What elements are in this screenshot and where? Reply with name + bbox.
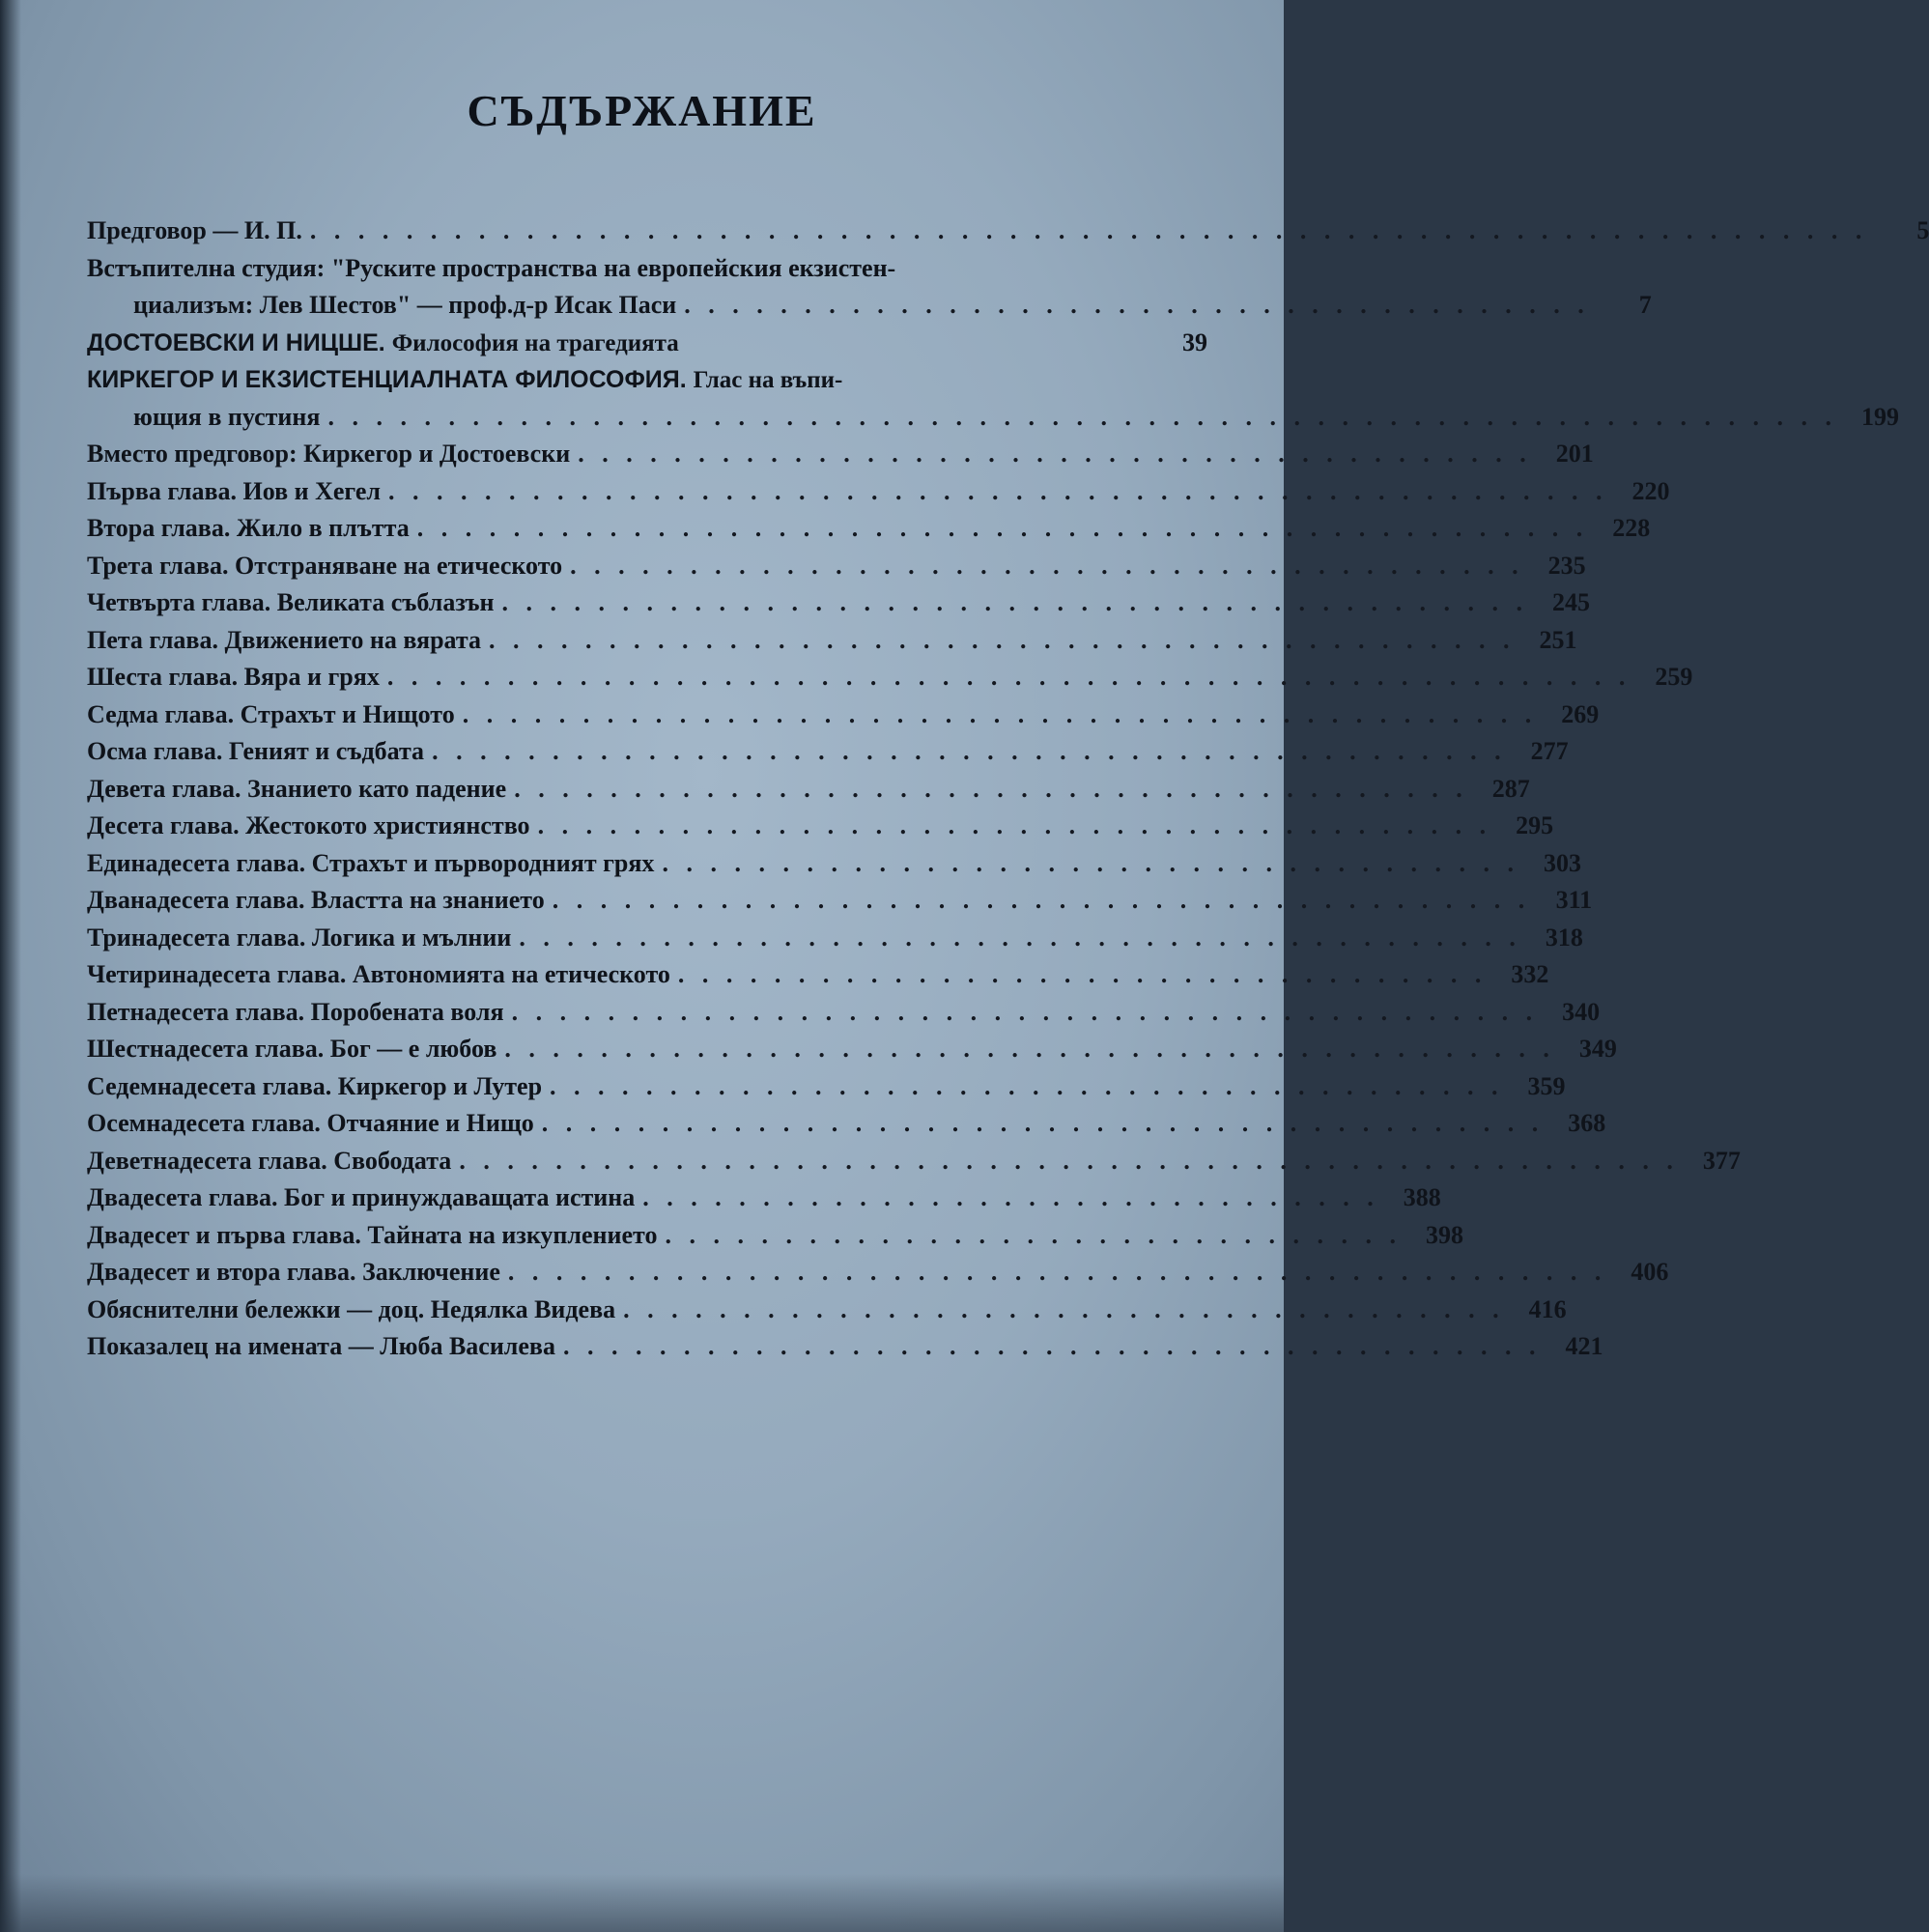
toc-entry-label: Предговор — И. П. [87, 216, 302, 244]
toc-entry-label: ющия в пустиня [133, 402, 321, 431]
toc-page-number: 39 [1182, 327, 1207, 356]
toc-entry-label: Шеста глава. Вяра и грях [87, 663, 380, 691]
toc-leader-dots: . . . . . . . . . . . . . . . . . . . . . . . . . . . . . . . . . . [677, 960, 1488, 988]
toc-entry-label: Единадесета глава. Страхът и първородният грях [87, 848, 655, 877]
toc-entry [87, 213, 1929, 250]
toc-page-number: 311 [1555, 886, 1593, 914]
toc-entry-label: Седемнадесета глава. Киркегор и Лутер [87, 1071, 543, 1100]
toc-page-number: 359 [1527, 1071, 1566, 1100]
toc-page-number: 416 [1528, 1294, 1567, 1323]
toc-entry [87, 1105, 1606, 1143]
toc-entry [87, 1254, 1669, 1292]
toc-entry-label: Встъпителна студия: "Руските пространства на европейския екзистен- [87, 253, 896, 282]
toc-section-subtitle: Философия на трагедията [391, 329, 679, 356]
toc-entry [87, 771, 1530, 809]
toc-entry-label: Петнадесета глава. Поробената воля [87, 997, 504, 1026]
toc-entry [87, 1217, 1463, 1255]
toc-entry [87, 1179, 1441, 1217]
toc-leader-dots: . . . . . . . . . . . . . . . . . . . . . . . . . . . . . . . . . . . . . . . . . . [541, 1109, 1545, 1137]
toc-page-number: 245 [1552, 588, 1590, 616]
toc-entry [87, 920, 1583, 957]
toc-page-number: 303 [1543, 848, 1581, 877]
toc-entry-label: Показалец на имената — Люба Василева [87, 1332, 555, 1360]
toc-leader-dots: . . . . . . . . . . . . . . . . . . . . . . . . . . . . . . . . . . . . . . . . [550, 1071, 1504, 1100]
toc-leader-dots: . . . . . . . . . . . . . . . . . . . . . . . . . . . . . . . . . . . . . . . . . . . . [504, 1035, 1555, 1063]
toc-entry [87, 994, 1601, 1032]
toc-entry [87, 882, 1593, 920]
toc-page-number: 421 [1565, 1332, 1603, 1360]
toc-entry-label: Втора глава. Жило в плътта [87, 514, 410, 542]
toc-leader-dots: . . . . . . . . . . . . . . . . . . . . . . . . . . . . . . . . . . . . . . . . . . . [488, 625, 1516, 654]
toc-entry [87, 473, 1670, 511]
toc-entry-label: Трета глава. Отстраняване на етическото [87, 551, 563, 580]
toc-page-number: 377 [1702, 1146, 1741, 1175]
toc-leader-dots: . . . . . . . . . . . . . . . . . . . . . . . . . . . . . . . . . . . . . . . . [578, 440, 1532, 468]
toc-entry-label: Девета глава. Знанието като падение [87, 774, 507, 803]
toc-entry-label: циализъм: Лев Шестов" — проф.д-р Исак Паси [133, 291, 677, 319]
toc-leader-dots: . . . . . . . . . . . . . . . . . . . . . . . . . . . . . . . . . . . . [662, 848, 1519, 877]
toc-entry-label: Двадесета глава. Бог и принуждаващата истина [87, 1183, 636, 1211]
toc-entry [87, 808, 1554, 845]
toc-entry [87, 287, 1652, 325]
toc-entry [87, 696, 1600, 734]
toc-leader-dots: . . . . . . . . . . . . . . . . . . . . . . . . . . . . . . . . . . . . . . . . [514, 774, 1468, 803]
toc-page-number: 251 [1539, 625, 1577, 654]
toc-entry-label: Осемнадесета глава. Отчаяние и Нищо [87, 1109, 534, 1137]
toc-leader-dots: . . . . . . . . . . . . . . . . . . . . . . . . . . . . . . . . . . . . . . . . . . . [501, 588, 1528, 616]
toc-leader-dots: . . . . . . . . . . . . . . . . . . . . . . . . . . . . . . . . . . . . . . . . . [552, 886, 1531, 914]
toc-section-subtitle: Глас на въпи- [693, 367, 843, 393]
toc-leader-dots: . . . . . . . . . . . . . . . . . . . . . . . . . . . . . . . . . . . . . . . . [537, 811, 1492, 839]
toc-entry [87, 548, 1586, 585]
toc-entry [87, 1031, 1617, 1068]
toc-entry [87, 956, 1549, 994]
toc-entry [87, 622, 1577, 660]
page-edge-shadow [0, 0, 21, 1932]
toc-entry [87, 436, 1594, 473]
toc-entry-label: Деветнадесета глава. Свободата [87, 1146, 452, 1175]
toc-page-number: 228 [1612, 514, 1651, 542]
toc-page-number: 406 [1631, 1258, 1669, 1286]
toc-entry [87, 1328, 1603, 1366]
toc-leader-dots: . . . . . . . . . . . . . . . . . . . . . . . . . . . . . . . . . . . . . [623, 1294, 1505, 1323]
toc-page-number: 287 [1491, 774, 1530, 803]
toc-entry-label: Тринадесета глава. Логика и мълнии [87, 923, 512, 952]
toc-page-number: 295 [1516, 811, 1554, 839]
toc-entry-label: Шестнадесета глава. Бог — е любов [87, 1035, 497, 1063]
toc-entry [87, 733, 1569, 771]
toc-leader-dots: . . . . . . . . . . . . . . . . . . . . . . . . . . . . . . . . . . . . . . . . [570, 551, 1524, 580]
toc-page-number: 5 [1916, 216, 1929, 244]
toc-page-number: 349 [1578, 1035, 1617, 1063]
toc-leader-dots: . . . . . . . . . . . . . . . . . . . . . . . . . . . . . . . . . . . . . . . . . . . . . . [507, 1258, 1607, 1286]
toc-entry-label: Дванадесета глава. Властта на знанието [87, 886, 545, 914]
toc-entry [87, 325, 1207, 362]
toc-leader-dots: . . . . . . . . . . . . . . . . . . . . . . . . . . . . . . . . . . . . . . . . . . . [511, 997, 1539, 1026]
toc-page-number: 398 [1425, 1220, 1463, 1249]
toc-leader-dots: . . . . . . . . . . . . . . . . . . . . . . . . . . . . . . . . . . . . . . . . . . . . . . . . . . . [388, 476, 1608, 505]
toc-entry-label [87, 361, 850, 400]
toc-leader-dots: . . . . . . . . . . . . . . . . . . . . . . . . . . . . . . . . . . . . . . . . . . . . . . . . . [416, 514, 1589, 542]
toc-page-number: 269 [1561, 699, 1600, 728]
toc-leader-dots: . . . . . . . . . . . . . . . . . . . . . . . . . . . . . . . . . . . . . . . . . . . . . . . . . . . . . . . . . . . . . . . . . [309, 216, 1868, 244]
toc-page-number: 277 [1530, 737, 1569, 765]
toc-leader-dots: . . . . . . . . . . . . . . . . . . . . . . . . . . . . . . . . . . . . . . . . . . [519, 923, 1521, 952]
toc-leader-dots: . . . . . . . . . . . . . . . . . . . . . . . . . . . . . . . . . . . . . . . . . . . . . . . . . . . [459, 1146, 1679, 1175]
page-bottom-shadow [0, 1874, 1284, 1932]
toc-page-number: 318 [1545, 923, 1583, 952]
toc-page-number: 340 [1562, 997, 1601, 1026]
toc-page-number: 199 [1860, 402, 1899, 431]
toc-entry [87, 1292, 1567, 1329]
toc-leader-dots: . . . . . . . . . . . . . . . . . . . . . . . . . . . . . . . . . . . . . . . . . . . . . . . . . . . . . . . . . . . . . . . [327, 402, 1837, 431]
toc-leader-dots: . . . . . . . . . . . . . . . . . . . . . . . . . . . . . . . . . . . . . . . . . . . . . [462, 699, 1538, 728]
toc-entry-label: Вместо предговор: Киркегор и Достоевски [87, 440, 571, 468]
toc-leader-dots: . . . . . . . . . . . . . . . . . . . . . . . . . . . . . . . . . . . . . . [684, 291, 1590, 319]
toc-entry [87, 659, 1693, 696]
toc-page-number: 368 [1568, 1109, 1606, 1137]
toc-entry [87, 361, 1207, 399]
toc-section-title: КИРКЕГОР И ЕКЗИСТЕНЦИАЛНАТА ФИЛОСОФИЯ. [87, 366, 687, 393]
toc-entry-label: Първа глава. Иов и Хегел [87, 476, 382, 505]
toc-entry [87, 250, 1207, 288]
toc-leader-dots: . . . . . . . . . . . . . . . . . . . . . . . . . . . . . . . [642, 1183, 1379, 1211]
page-title: СЪДЪРЖАНИЕ [467, 86, 817, 135]
toc-page-number: 332 [1511, 960, 1549, 988]
toc-entry-label: Осма глава. Геният и съдбата [87, 737, 425, 765]
toc-page-number: 259 [1655, 663, 1693, 691]
toc-entry-label: Четвърта глава. Великата съблазън [87, 588, 495, 616]
toc-entry [87, 845, 1581, 883]
toc-page-number: 220 [1631, 476, 1670, 505]
toc-entry [87, 510, 1651, 548]
toc-entry-label: Седма глава. Страхът и Нищото [87, 699, 455, 728]
toc-section-title: ДОСТОЕВСКИ И НИЦШЕ. [87, 328, 385, 356]
toc-entry-label: Двадесет и първа глава. Тайната на изкуплението [87, 1220, 658, 1249]
table-of-contents [87, 213, 1929, 1366]
toc-entry [87, 399, 1899, 437]
toc-page-number: 201 [1555, 440, 1594, 468]
toc-entry-label [87, 325, 687, 363]
toc-leader-dots: . . . . . . . . . . . . . . . . . . . . . . . . . . . . . . . . . . . . . . . . . . . . . . . . . . . . [386, 663, 1631, 691]
toc-leader-dots: . . . . . . . . . . . . . . . . . . . . . . . . . . . . . . . [665, 1220, 1402, 1249]
toc-leader-dots: . . . . . . . . . . . . . . . . . . . . . . . . . . . . . . . . . . . . . . . . . . . . . [432, 737, 1507, 765]
toc-entry-label: Десета глава. Жестокото християнство [87, 811, 530, 839]
toc-page-number: 388 [1403, 1183, 1441, 1211]
toc-entry [87, 1068, 1566, 1106]
toc-entry-label: Четиринадесета глава. Автономията на етическото [87, 960, 670, 988]
toc-entry [87, 584, 1590, 622]
toc-leader-dots: . . . . . . . . . . . . . . . . . . . . . . . . . . . . . . . . . . . . . . . . . [562, 1332, 1542, 1360]
toc-entry [87, 1143, 1741, 1180]
toc-page-number: 235 [1547, 551, 1586, 580]
toc-entry-label: Обяснителни бележки — доц. Недялка Видева [87, 1294, 616, 1323]
toc-page-number: 7 [1638, 291, 1652, 319]
toc-entry-label: Двадесет и втора глава. Заключение [87, 1258, 500, 1286]
toc-entry-label: Пета глава. Движението на вярата [87, 625, 481, 654]
